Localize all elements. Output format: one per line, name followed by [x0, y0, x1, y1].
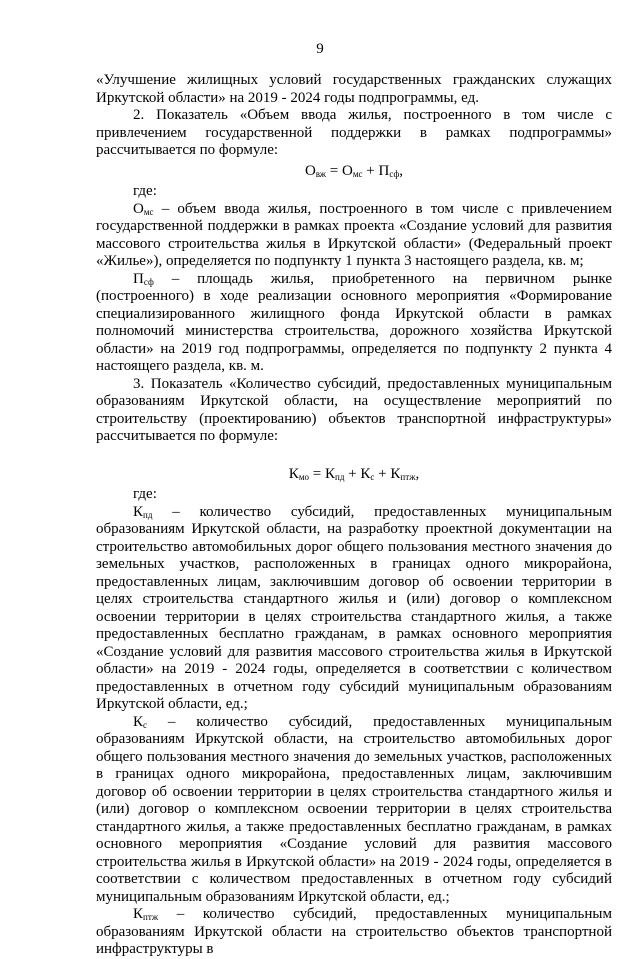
sub-ptzh: птж — [143, 912, 159, 922]
definition-text: – площадь жилья, приобретенного на первичном рынке (построенного) в ходе реализации основного мероприятия «Формирование специализированного жилищного фонда Иркутской области в рамках полномочий министерства строительства, дорожного хозяйства Иркутской области» на 2019 год подпрограммы, определяется по подпункту 2 пункта 4 настоящего раздела, кв. м. — [96, 270, 612, 374]
formula-housing-volume — [96, 163, 612, 181]
paragraph-indicator-2: 2. Показатель «Объем ввода жилья, построенного в том числе с привлечением государственной поддержки в рамках подпрограммы» рассчитывается по формуле: — [96, 107, 612, 158]
sub-vzh: вж — [315, 168, 327, 179]
document-body — [96, 72, 612, 959]
sub-sf: сф — [389, 168, 400, 179]
definition-text: – количество субсидий, предоставленных муниципальным образованиям Иркутской области, на строительство автомобильных дорог общего пользования местного значения до земельных участков, расположенных в границах одного микрорайона, предоставленных лицам, заключившим договор об освоении территории в целях строительства стандартного жилья и (или) договор о комплексном освоении территории в целях строительства стандартного жилья, а также предоставленных бесплатно гражданам, в рамках основного мероприятия «Создание условий для развития массового строительства жилья в Иркутской области» на 2019 - 2024 годы, определяется в соответствии с количеством предоставленных в отчетном году субсидий муниципальным образованиям Иркутской области, ед.; — [96, 713, 612, 905]
sym-O: О — [133, 200, 144, 217]
eq-sign: = — [309, 465, 325, 482]
eq-sign: = — [326, 162, 342, 179]
sub-pd: пд — [335, 471, 345, 482]
formula-comma: , — [415, 465, 420, 482]
sym-P: П — [133, 270, 144, 287]
sub-ptzh: птж — [400, 471, 416, 482]
sub-sf: сф — [143, 276, 154, 287]
plus-sign: + — [362, 162, 379, 179]
plus-sign: + — [344, 465, 361, 482]
sym-K: К — [324, 465, 335, 482]
sym-K: К — [133, 906, 144, 922]
sym-K: К — [360, 465, 371, 482]
definition-psf — [96, 271, 612, 376]
sub-pd: пд — [143, 509, 153, 520]
formula-subsidies-count — [96, 466, 612, 484]
sub-ms: мс — [143, 206, 154, 217]
definition-kptzh — [96, 906, 612, 959]
sym-K: К — [133, 713, 144, 730]
sym-K: К — [390, 465, 401, 482]
definition-kpd — [96, 504, 612, 714]
paragraph-indicator-3: 3. Показатель «Количество субсидий, предоставленных муниципальным образованиям Иркутской области, на осуществление мероприятий по строительству (проектированию) объектов транспортной инфраструктуры» рассчитывается по формуле: — [96, 375, 612, 444]
paragraph-continuation: «Улучшение жилищных условий государственных гражданских служащих Иркутской области» на 2019 - 2024 годы подпрограммы, ед. — [96, 72, 612, 106]
sub-s: с — [143, 719, 148, 730]
definition-oms — [96, 201, 612, 271]
page-number: 9 — [316, 41, 324, 57]
where-label: где: — [133, 486, 157, 502]
sym-K: К — [133, 503, 144, 520]
where-label: где: — [133, 183, 157, 199]
definition-text: – количество субсидий, предоставленных муниципальным образованиям Иркутской области на строительство объектов транспортной инфраструктуры в — [96, 906, 612, 957]
sub-ms: мс — [352, 168, 363, 179]
definition-text: – количество субсидий, предоставленных муниципальным образованиям Иркутской области, на разработку проектной документации на строительство автомобильных дорог общего пользования местного значения до земельных участков, расположенных в границах одного микрорайона, предоставленных лицам, заключившим договор об освоении территории в целях строительства стандартного жилья и (или) договор о комплексном освоении территории в целях строительства стандартного жилья, а также предоставленных бесплатно гражданам, в рамках основного мероприятия «Создание условий для развития массового строительства жилья в Иркутской области» на 2019 - 2024 годы, определяется в соответствии с количеством предоставленных в отчетном году субсидий муниципальным образованиям Иркутской области, ед.; — [96, 503, 612, 712]
sub-s: с — [370, 471, 375, 482]
sym-O: О — [304, 162, 316, 179]
sub-mo: мо — [298, 471, 310, 482]
sym-K: К — [288, 465, 299, 482]
definition-text: – объем ввода жилья, построенного в том числе с привлечением государственной поддержки в рамках проекта «Создание условий для развития массового строительства жилья в Иркутской области» (Федеральный проект «Жилье»), определяется по подпункту 1 пункта 3 настоящего раздела, кв. м; — [96, 200, 613, 269]
sym-O: О — [341, 162, 353, 179]
sym-P: П — [378, 162, 390, 179]
plus-sign: + — [374, 465, 391, 482]
formula-comma: , — [399, 162, 404, 179]
definition-ks — [96, 714, 612, 907]
